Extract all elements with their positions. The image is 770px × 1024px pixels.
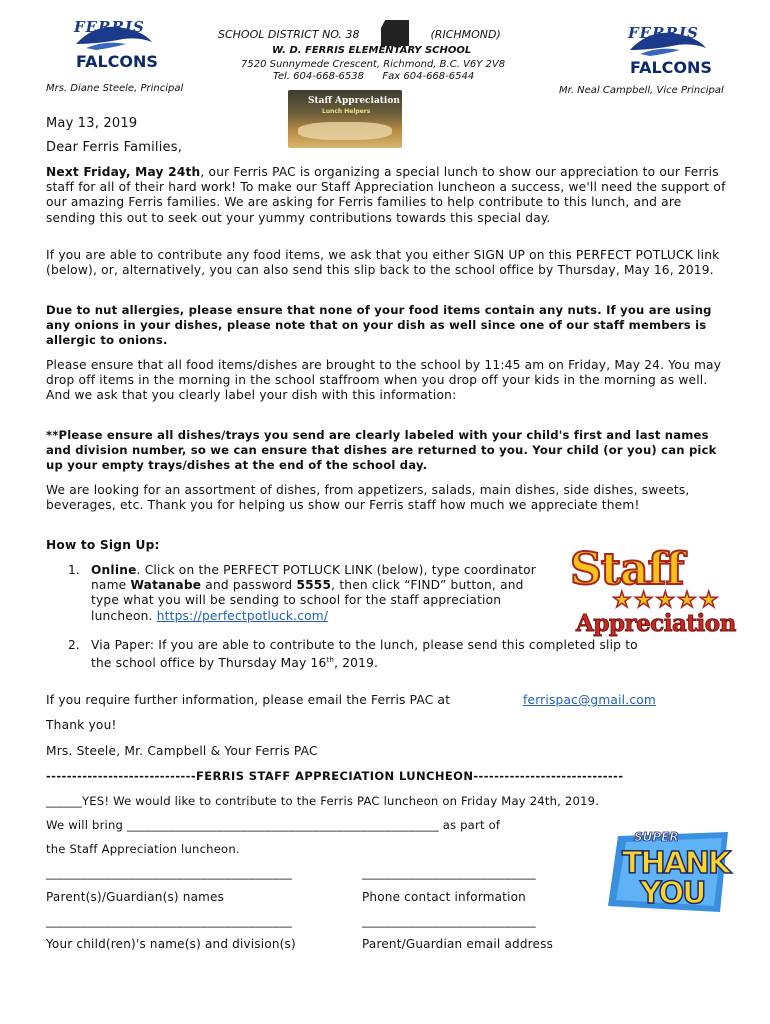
step-2-number: 2. — [68, 638, 80, 652]
principal-name: Mrs. Diane Steele, Principal — [46, 83, 184, 94]
how-to-heading: How to Sign Up: — [46, 538, 160, 552]
paragraph-intro — [46, 165, 726, 226]
perfect-potluck-link[interactable]: https://perfectpotluck.com/ — [156, 608, 329, 623]
email-field[interactable]: _____________________________ — [362, 914, 536, 928]
district-line — [218, 20, 538, 41]
step-2-text: Via Paper: If you are able to contribute to the lunch, please send this completed slip to the school office by Thursday May 16th, 2019. — [91, 638, 638, 671]
parent-names-field[interactable]: _________________________________________ — [46, 866, 292, 880]
ferris-falcons-logo-left — [66, 14, 158, 82]
super-word: SUPER — [634, 830, 679, 844]
logo-word-ferris: FERRIS — [74, 18, 145, 36]
school-fax: Fax 604-668-6544 — [382, 71, 475, 82]
district-crest-icon — [381, 20, 409, 46]
child-names-field[interactable]: _________________________________________ — [46, 914, 292, 928]
school-contact — [273, 71, 474, 82]
step-1-number: 1. — [68, 563, 80, 577]
slip-bring-line[interactable]: We will bring ____________________________________________________ as part of — [46, 818, 501, 832]
district-name: SCHOOL DISTRICT NO. 38 — [218, 28, 360, 41]
parent-names-label: Parent(s)/Guardian(s) names — [46, 890, 225, 904]
banner-subtitle: Lunch Helpers — [322, 108, 371, 115]
slip-title: -----------------------------FERRIS STAFF APPRECIATION LUNCHEON----------------------------- — [46, 769, 624, 783]
school-address: 7520 Sunnymede Crescent, Richmond, B.C. V6Y 2V8 — [241, 59, 506, 70]
school-name: W. D. FERRIS ELEMENTARY SCHOOL — [272, 45, 472, 56]
pac-email-link[interactable]: ferrispac@gmail.com — [523, 693, 656, 707]
paragraph-dropoff: Please ensure that all food items/dishes are brought to the school by 11:45 am on Friday, May 24. You may drop off items in the morning in the school staffroom when you drop off your kids in the morning as well. And we ask that you clearly label your dish with this information: — [46, 358, 722, 403]
email-label: Parent/Guardian email address — [362, 937, 554, 951]
letter-greeting: Dear Ferris Families, — [46, 140, 183, 155]
ferris-falcons-logo-right — [620, 20, 712, 88]
stars-row: ★★★★★ — [612, 588, 721, 613]
staff-appreciation-graphic — [548, 544, 740, 644]
lunch-date-highlight: Next Friday, May 24th — [46, 165, 201, 179]
slip-bring-line-2: the Staff Appreciation luncheon. — [46, 842, 240, 856]
phone-label: Phone contact information — [362, 890, 526, 904]
paragraph-labeling: **Please ensure all dishes/trays you send are clearly labeled with your child's first and last names and division number, so we can ensure that dishes are returned to you. Your child (or you) can pick up your empty trays/dishes at the end of the school day. — [46, 428, 717, 473]
coordinator-name: Watanabe — [130, 578, 202, 593]
appreciation-word: Appreciation — [576, 610, 736, 637]
info-line — [46, 693, 450, 707]
step-1-online: Online — [91, 563, 137, 577]
phone-field[interactable]: _____________________________ — [362, 866, 536, 880]
vice-principal-name: Mr. Neal Campbell, Vice Principal — [559, 85, 724, 96]
thank-word: THANK — [622, 846, 730, 881]
info-text: If you require further information, please email the Ferris PAC at — [46, 693, 451, 707]
signoff-line: Mrs. Steele, Mr. Campbell & Your Ferris PAC — [46, 744, 318, 758]
logo-word-falcons: FALCONS — [630, 58, 712, 77]
child-names-label: Your child(ren)'s name(s) and division(s) — [46, 937, 296, 951]
step-1-text: Online. Click on the PERFECT POTLUCK LINK (below), type coordinator name Watanabe and password 5555, then click “FIND” button, and type what you will be sending to school for the staff appreciation luncheon. https://perfectpotluck.com/ — [91, 563, 537, 623]
district-city: (RICHMOND) — [430, 28, 501, 41]
intro-text: , our Ferris PAC is organizing a special lunch to show our appreciation to our Ferris staff for all of their hard work! To make our Staff Appreciation luncheon a success, we'll need the support of our amazing Ferris families. We are asking for Ferris families to help contribute to this lunch, and are sending this out to seek out your yummy contributions towards this special day. — [46, 165, 726, 225]
school-tel: Tel. 604-668-6538 — [273, 71, 365, 82]
paragraph-signup: If you are able to contribute any food items, we ask that you either SIGN UP on this PERFECT POTLUCK link (below), or, alternatively, you can also send this slip back to the school office by Thursday, May 16, 2019. — [46, 248, 720, 278]
banner-title: Staff Appreciation — [308, 96, 400, 106]
staff-word: Staff — [570, 544, 684, 595]
letter-date: May 13, 2019 — [46, 116, 138, 131]
paragraph-allergy-warning: Due to nut allergies, please ensure that none of your food items contain any nuts. If you are using any onions in your dishes, please note that on your dish as well since one of our staff members is allergic to onions. — [46, 303, 712, 348]
logo-word-ferris: FERRIS — [628, 24, 699, 42]
paragraph-assortment: We are looking for an assortment of dishes, from appetizers, salads, main dishes, side dishes, sweets, beverages, etc. Thank you for helping us show our Ferris staff how much we appreciate them! — [46, 483, 690, 513]
logo-word-falcons: FALCONS — [76, 52, 158, 71]
slip-yes-line[interactable]: ______YES! We would like to contribute to the Ferris PAC luncheon on Friday May 24th, 2019. — [46, 794, 600, 808]
you-word: YOU — [640, 876, 705, 911]
thank-you-line: Thank you! — [46, 718, 117, 732]
coordinator-password: 5555 — [296, 578, 332, 593]
super-thank-you-graphic — [598, 826, 738, 918]
